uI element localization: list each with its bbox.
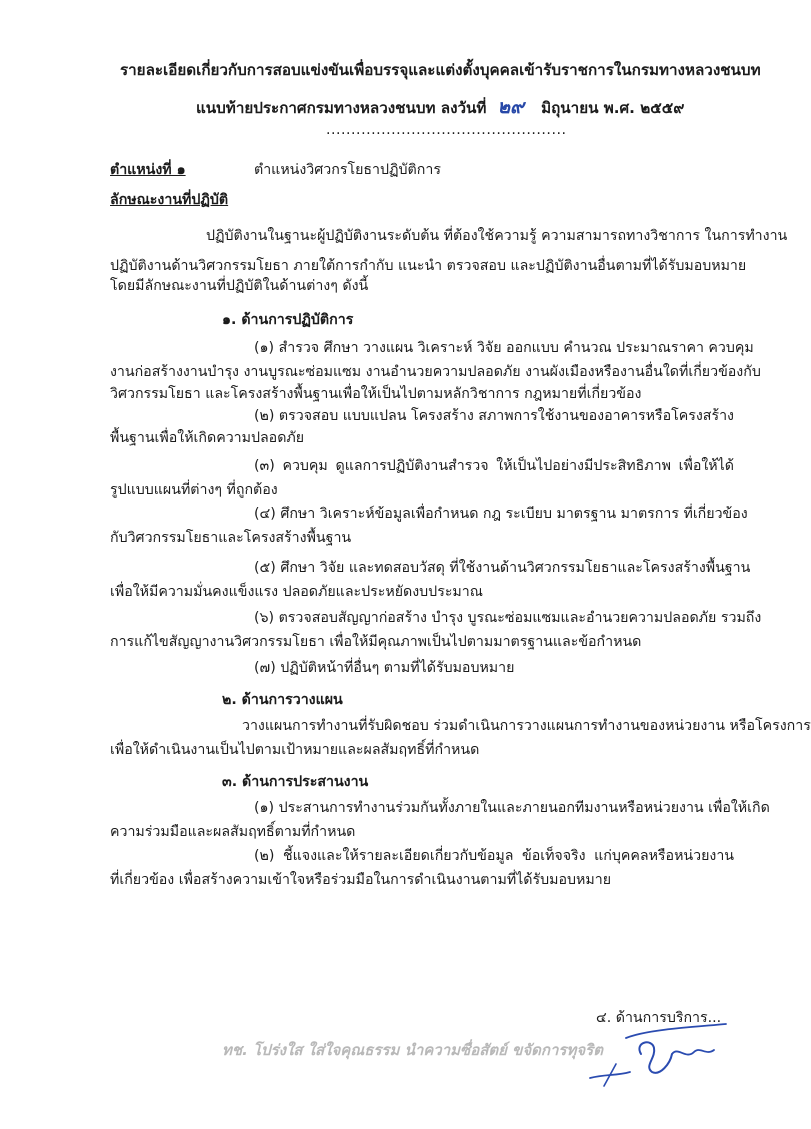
s1-item-2-line-1: (๒) ตรวจสอบ แบบแปลน โครงสร้าง สภาพการใช้งานของอาคารหรือโครงสร้าง [254,408,734,424]
s2-line-2: เพื่อให้ดำเนินงานเป็นไปตามเป้าหมายและผลสัมฤทธิ์ที่กำหนด [110,742,480,758]
header-date-suffix: มิถุนายน พ.ศ. ๒๕๕๙ [541,99,685,117]
handwritten-day: ๒๙ [497,96,524,118]
s1-item-7-line-1: (๗) ปฏิบัติหน้าที่อื่นๆ ตามที่ได้รับมอบหมาย [254,660,515,676]
s2-line-1: วางแผนการทำงานที่รับผิดชอบ ร่วมดำเนินการวางแผนการทำงานของหน่วยงาน หรือโครงการ [242,718,811,734]
s3-item-1-line-1: (๑) ประสานการทำงานร่วมกันทั้งภายในและภายนอกทีมงานหรือหน่วยงาน เพื่อให้เกิด [254,800,770,816]
s1-item-1-line-1: (๑) สำรวจ ศึกษา วางแผน วิเคราะห์ วิจัย ออกแบบ คำนวณ ประมาณราคา ควบคุม [254,340,754,356]
section-2-title: ๒. ด้านการวางแผน [222,692,343,708]
s1-item-1-line-2: งานก่อสร้างงานบำรุง งานบูรณะซ่อมแซม งานอำนวยความปลอดภัย งานผังเมืองหรืองานอื่นใดที่เกี่ยวข้องกับ [110,364,761,380]
s1-item-5-line-1: (๕) ศึกษา วิจัย และทดสอบวัสดุ ที่ใช้งานด้านวิศวกรรมโยธาและโครงสร้างพื้นฐาน [254,560,751,576]
header-separator: ................................................ [326,122,567,138]
signature-mark [586,1016,736,1096]
header-date-prefix: แนบท้ายประกาศกรมทางหลวงชนบท ลงวันที่ [196,99,487,117]
page-continuation: ๔. ด้านการบริการ... [596,1010,722,1026]
s1-item-3-line-1: (๓) ควบคุม ดูแลการปฏิบัติงานสำรวจ ให้เป็นไปอย่างมีประสิทธิภาพ เพื่อให้ได้ [254,458,734,474]
intro-line-1: ปฏิบัติงานในฐานะผู้ปฏิบัติงานระดับต้น ที่ต้องใช้ความรู้ ความสามารถทางวิชาการ ในการทำงาน [206,228,788,244]
s1-item-2-line-2: พื้นฐานเพื่อให้เกิดความปลอดภัย [110,430,305,446]
section-1-title: ๑. ด้านการปฏิบัติการ [222,312,354,328]
s1-item-6-line-1: (๖) ตรวจสอบสัญญาก่อสร้าง บำรุง บูรณะซ่อมแซมและอำนวยความปลอดภัย รวมถึง [254,610,762,626]
header-subtitle [196,92,684,122]
section-3-title: ๓. ด้านการประสานงาน [222,774,369,790]
s1-item-5-line-2: เพื่อให้มีความมั่นคงแข็งแรง ปลอดภัยและประหยัดงบประมาณ [110,584,483,600]
s1-item-6-line-2: การแก้ไขสัญญางานวิศวกรรมโยธา เพื่อให้มีคุณภาพเป็นไปตามมาตรฐานและข้อกำหนด [110,634,642,650]
header-title: รายละเอียดเกี่ยวกับการสอบแข่งขันเพื่อบรรจุและแต่งตั้งบุคคลเข้ารับราชการในกรมทางหลวงชนบท [120,61,761,79]
s3-item-2-line-1: (๒) ชี้แจงและให้รายละเอียดเกี่ยวกับข้อมูล ข้อเท็จจริง แก่บุคคลหรือหน่วยงาน [254,848,734,864]
s3-item-1-line-2: ความร่วมมือและผลสัมฤทธิ์ตามที่กำหนด [110,824,356,840]
job-heading: ลักษณะงานที่ปฏิบัติ [110,192,229,208]
s3-item-2-line-2: ที่เกี่ยวข้อง เพื่อสร้างความเข้าใจหรือร่วมมือในการดำเนินงานตามที่ได้รับมอบหมาย [110,872,612,888]
s1-item-4-line-2: กับวิศวกรรมโยธาและโครงสร้างพื้นฐาน [110,530,352,546]
intro-line-3: โดยมีลักษณะงานที่ปฏิบัติในด้านต่างๆ ดังนี้ [110,278,369,294]
s1-item-1-line-3: วิศวกรรมโยธา และโครงสร้างพื้นฐานเพื่อให้เป็นไปตามหลักวิชาการ กฎหมายที่เกี่ยวข้อง [110,386,642,402]
s1-item-4-line-1: (๔) ศึกษา วิเคราะห์ข้อมูลเพื่อกำหนด กฎ ระเบียบ มาตรฐาน มาตรการ ที่เกี่ยวข้อง [254,506,748,522]
footer-motto: ทช. โปร่งใส ใส่ใจคุณธรรม นำความซื่อสัตย์ ขจัดการทุจริต [222,1041,603,1059]
position-label: ตำแหน่งที่ ๑ [110,162,186,178]
intro-line-2: ปฏิบัติงานด้านวิศวกรรมโยธา ภายใต้การกำกับ แนะนำ ตรวจสอบ และปฏิบัติงานอื่นตามที่ได้รับมอบหมาย [110,258,747,274]
s1-item-3-line-2: รูปแบบแผนที่ต่างๆ ที่ถูกต้อง [110,482,278,498]
position-name: ตำแหน่งวิศวกรโยธาปฏิบัติการ [254,162,441,178]
